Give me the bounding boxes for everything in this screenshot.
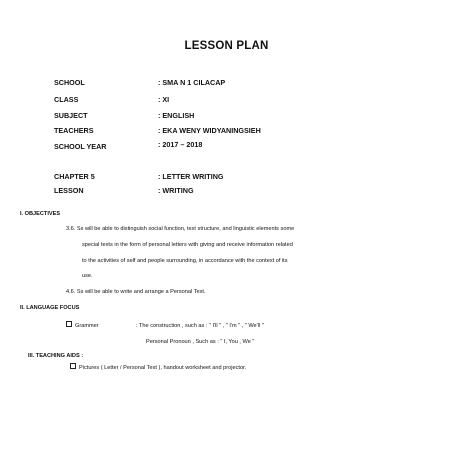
class-value: : XI — [158, 95, 170, 104]
school-value: : SMA N 1 CILACAP — [158, 78, 226, 87]
document-title: LESSON PLAN — [184, 40, 269, 52]
teaching-aids-text: Pictures ( Letter / Personal Text ), handout worksheet and projector. — [79, 365, 247, 371]
school-year-value: : 2017 – 2018 — [158, 140, 203, 149]
grammar-construction-text: : The construction , such as : " I'll " , " I'm " , " We'll " — [136, 323, 264, 329]
teachers-label: TEACHERS — [54, 126, 94, 135]
grammar-pronoun-text: Personal Pronoun , Such as : " I, You , We " — [146, 339, 255, 345]
chapter-label: CHAPTER 5 — [54, 172, 95, 181]
school-year-label: SCHOOL YEAR — [54, 142, 107, 151]
objective-3-6-line-4: use. — [82, 273, 93, 279]
teachers-value: : EKA WENY WIDYANINGSIEH — [158, 126, 261, 135]
language-focus-heading: II. LANGUAGE FOCUS — [20, 305, 80, 311]
subject-value: : ENGLISH — [158, 111, 195, 120]
objective-3-6-line-1: 3.6. Ss will be able to distinguish social function, text structure, and linguistic elements some — [66, 226, 295, 232]
objective-4-6: 4.6. Ss will be able to write and arrange a Personal Text. — [66, 289, 206, 295]
subject-label: SUBJECT — [54, 111, 88, 120]
class-label: CLASS — [54, 95, 79, 104]
objective-3-6-line-3: to the activities of self and people surrounding, in accordance with the context of its — [82, 258, 288, 264]
lesson-value: : WRITING — [158, 186, 194, 195]
teaching-aids-heading: III. TEACHING AIDS : — [28, 353, 84, 359]
grammar-item — [66, 321, 99, 331]
objectives-heading: I. OBJECTIVES — [20, 211, 61, 217]
objective-3-6-line-2: special texts in the form of personal letters with giving and receive information related — [82, 242, 293, 248]
checkbox-icon — [66, 321, 72, 327]
chapter-value: : LETTER WRITING — [158, 172, 224, 181]
lesson-label: LESSON — [54, 186, 84, 195]
teaching-aids-item — [70, 363, 246, 373]
school-label: SCHOOL — [54, 78, 85, 87]
grammar-label: Grammer — [75, 323, 99, 329]
checkbox-icon — [70, 363, 76, 369]
